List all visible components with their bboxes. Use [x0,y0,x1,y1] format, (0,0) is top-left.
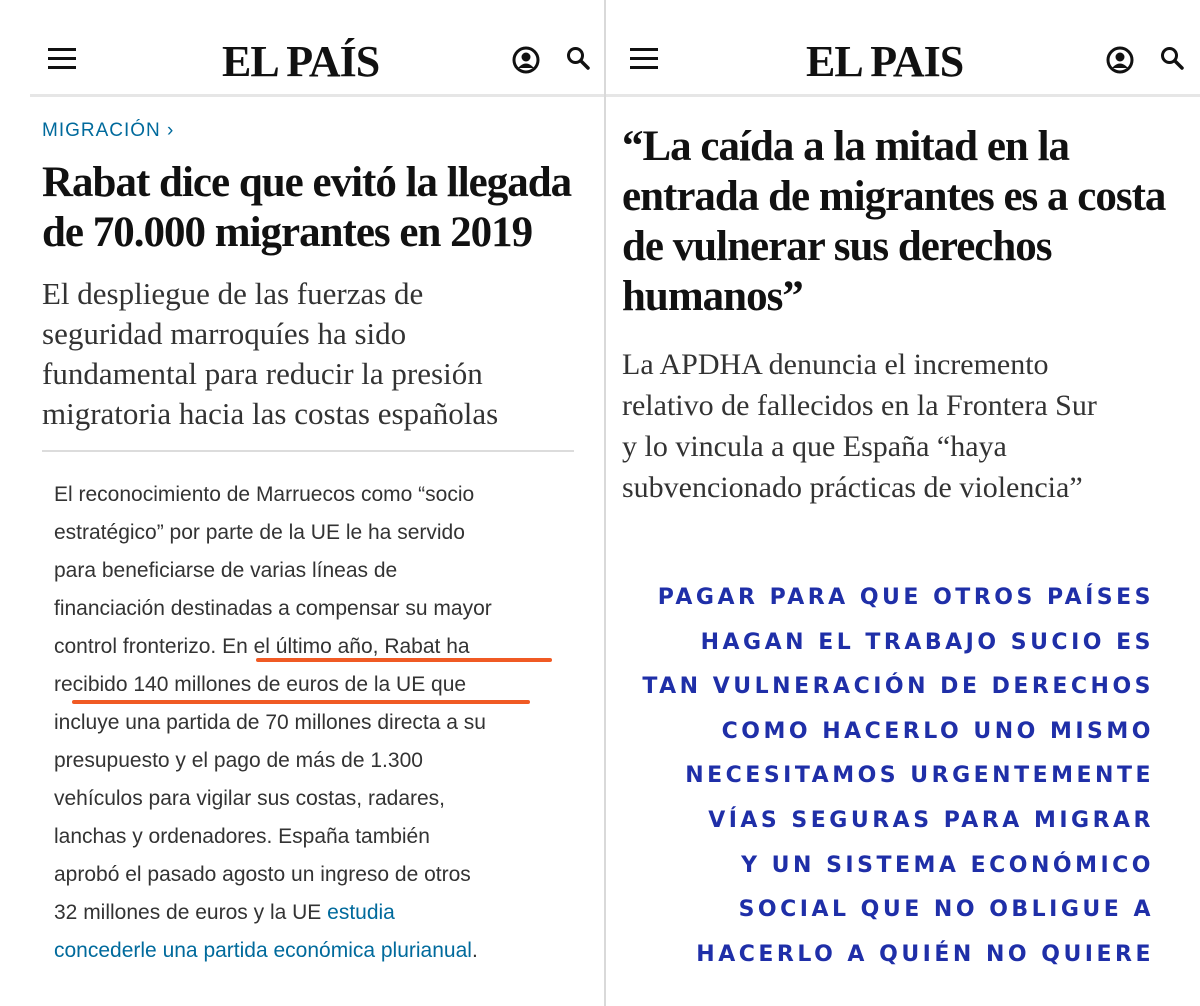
body-line: incluye una partida de 70 millones directa a su [54,711,486,734]
body-text: control fronterizo. [54,635,223,658]
subtitle-line: fundamental para reducir la presión [42,356,483,391]
body-line: financiación destinadas a compensar su mayor [54,597,492,620]
article-body [54,476,574,970]
highlighted-text: En el último año, Rabat ha [222,635,470,658]
search-icon[interactable] [1160,46,1184,70]
body-text: . [471,939,478,962]
headline-line: Rabat dice que evitó la llegada [42,159,572,206]
article-link[interactable]: estudia [327,901,395,924]
article-subtitle [42,274,582,434]
body-line: aprobó el pasado agosto un ingreso de otros [54,863,471,886]
body-line: vehículos para vigilar sus costas, radares, [54,787,446,810]
overlay-line: NECESITAMOS URGENTEMENTE [685,763,1154,789]
subtitle-line: y lo vincula a que España “haya [622,430,1007,463]
highlighted-text: recibido 140 millones de euros de la UE que [54,673,467,696]
subtitle-line: migratoria hacia las costas españolas [42,396,499,431]
right-header [606,0,1200,97]
article-headline [622,122,1165,322]
subtitle-line: subvencionado prácticas de violencia” [622,471,1083,504]
overlay-line: Y UN SISTEMA ECONÓMICO [741,852,1154,878]
article-link[interactable]: concederle una partida económica plurianual [54,939,472,962]
body-line: para beneficiarse de varias líneas de [54,559,398,582]
overlay-line: COMO HACERLO UNO MISMO [721,718,1154,744]
body-line: lanchas y ordenadores. España también [54,825,430,848]
headline-line: de 70.000 migrantes en 2019 [42,209,533,256]
overlay-line: HACERLO A QUIÉN NO QUIERE [696,941,1154,967]
site-logo[interactable]: EL PAÍS [222,37,380,86]
search-icon[interactable] [566,46,590,70]
subtitle-line: relativo de fallecidos en la Frontera Sur [622,389,1097,422]
subtitle-line: El despliegue de las fuerzas de [42,276,424,311]
overlay-caption [606,576,1154,977]
headline-line: entrada de migrantes es a costa [622,173,1166,220]
divider [42,450,574,452]
headline-line: humanos” [622,273,803,320]
subtitle-line: La APDHA denuncia el incremento [622,348,1049,381]
body-line: estratégico” por parte de la UE le ha servido [54,521,465,544]
overlay-line: HAGAN EL TRABAJO SUCIO ES [700,629,1154,655]
overlay-line: PAGAR PARA QUE OTROS PAÍSES [657,585,1154,610]
body-text: 32 millones de euros y la UE [54,901,328,924]
orange-underline-annotation [72,700,530,704]
left-header [30,0,604,97]
overlay-line: SOCIAL QUE NO OBLIGUE A [738,897,1154,923]
menu-icon[interactable] [48,48,76,70]
site-logo[interactable]: EL PAIS [806,37,964,86]
article-headline [42,158,571,258]
body-line [54,932,574,970]
user-icon[interactable] [1106,46,1134,74]
orange-underline-annotation [256,658,552,662]
overlay-line: TAN VULNERACIÓN DE DERECHOS [642,674,1154,700]
body-line: El reconocimiento de Marruecos como “socio [54,483,475,506]
subtitle-line: seguridad marroquíes ha sido [42,316,407,351]
body-line: presupuesto y el pago de más de 1.300 [54,749,423,772]
article-subtitle [622,344,1197,508]
body-line [54,894,574,932]
right-article-screenshot [606,0,1200,1006]
headline-line: “La caída a la mitad en la [622,123,1070,170]
headline-line: de vulnerar sus derechos [622,223,1052,270]
menu-icon[interactable] [630,48,658,70]
section-kicker[interactable]: MIGRACIÓN › [42,120,175,141]
user-icon[interactable] [512,46,540,74]
overlay-line: VÍAS SEGURAS PARA MIGRAR [708,807,1154,833]
